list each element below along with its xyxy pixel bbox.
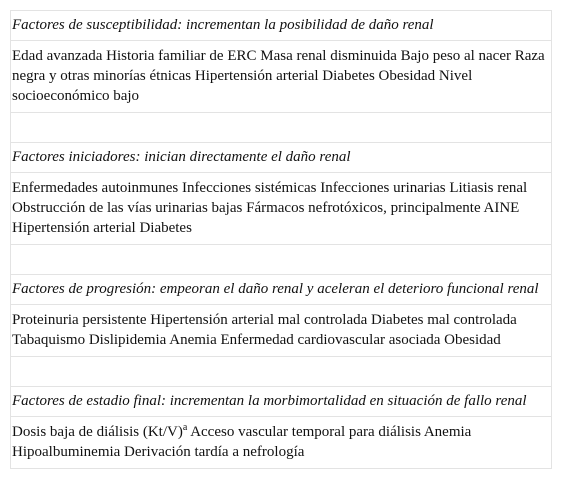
table-row (11, 41, 552, 113)
section-heading-end-stage: Factores de estadio final: incrementan la morbimortalidad en situación de fallo renal (11, 387, 552, 417)
risk-factors-table (10, 10, 552, 469)
table-row (11, 173, 552, 245)
spacer-cell (11, 245, 552, 275)
table-row (11, 305, 552, 357)
section-items-initiators: Enfermedades autoinmunes Infecciones sistémicas Infecciones urinarias Litiasis renal Obstrucción de las vías urinarias bajas Fármacos nefrotóxicos, principalmente AINE Hipertensión arterial Diabetes (11, 173, 552, 245)
items-text-part: Acceso vascular temporal para diálisis Anemia Hipoalbuminemia Derivación tardía a nefrología (12, 424, 472, 460)
section-heading-susceptibility: Factores de susceptibilidad: incrementan la posibilidad de daño renal (11, 11, 552, 41)
section-items-susceptibility: Edad avanzada Historia familiar de ERC Masa renal disminuida Bajo peso al nacer Raza negra y otras minorías étnicas Hipertensión arterial Diabetes Obesidad Nivel socioeconómico bajo (11, 41, 552, 113)
table-row (11, 275, 552, 305)
table-row (11, 387, 552, 417)
footnote-marker: a (182, 422, 188, 433)
spacer-cell (11, 357, 552, 387)
table-row (11, 417, 552, 469)
section-items-progression: Proteinuria persistente Hipertensión arterial mal controlada Diabetes mal controlada Tabaquismo Dislipidemia Anemia Enfermedad cardiovascular asociada Obesidad (11, 305, 552, 357)
spacer-cell (11, 113, 552, 143)
section-items-end-stage (11, 417, 552, 469)
section-heading-progression: Factores de progresión: empeoran el daño renal y aceleran el deterioro funcional renal (11, 275, 552, 305)
section-heading-initiators: Factores iniciadores: inician directamente el daño renal (11, 143, 552, 173)
table-row-spacer (11, 357, 552, 387)
table-row (11, 11, 552, 41)
table-row-spacer (11, 245, 552, 275)
table-row (11, 143, 552, 173)
items-text-part: Dosis baja de diálisis (Kt/V) (12, 424, 183, 440)
table-row-spacer (11, 113, 552, 143)
